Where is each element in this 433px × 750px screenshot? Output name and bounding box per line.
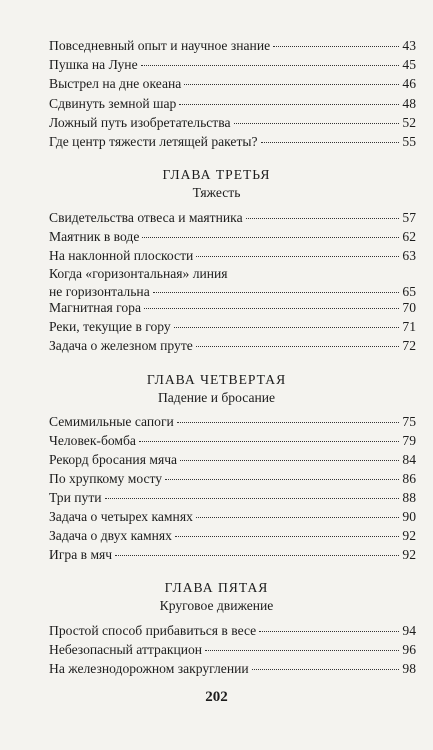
toc-entry-title: По хрупкому мосту (49, 471, 163, 486)
toc-entry-title-continued: не горизонтальна (49, 284, 150, 299)
toc-entry-page: 90 (402, 509, 416, 524)
chapter-subtitle: Тяжесть (192, 185, 241, 200)
toc-entry-title: Задача о двух камнях (49, 528, 172, 543)
toc-entry (49, 299, 416, 317)
toc-entry-title: Небезопасный аттракцион (49, 642, 203, 657)
page-number: 202 (205, 689, 228, 705)
toc-entry-title: Реки, текущие в гору (49, 319, 171, 334)
dot-leader (139, 441, 399, 442)
dot-leader (179, 104, 399, 105)
toc-entry (49, 432, 416, 450)
toc-entry-page: 84 (402, 452, 416, 467)
dot-leader (180, 460, 399, 461)
toc-entry-page: 65 (402, 284, 416, 299)
toc-entry (49, 209, 416, 227)
toc-entry (49, 75, 416, 93)
toc-entry-page: 48 (402, 96, 416, 111)
toc-entry-page: 96 (402, 642, 416, 657)
dot-leader (246, 218, 400, 219)
toc-entry-page: 98 (402, 661, 416, 676)
toc-entry-page: 71 (402, 319, 416, 334)
dot-leader (115, 555, 399, 556)
chapter-heading: ГЛАВА ПЯТАЯ (164, 580, 269, 595)
toc-entry-title: Рекорд бросания мяча (49, 452, 178, 467)
toc-entry-title: Где центр тяжести летящей ракеты? (49, 134, 258, 149)
toc-entry-title: Семимильные сапоги (49, 414, 174, 429)
toc-entry (49, 546, 416, 564)
toc-entry (49, 37, 416, 55)
toc-entry-page: 92 (402, 547, 416, 562)
toc-entry-page: 55 (402, 134, 416, 149)
dot-leader (174, 327, 400, 328)
dot-leader (144, 308, 399, 309)
toc-entry-page: 62 (402, 229, 416, 244)
toc-entry (49, 413, 416, 431)
toc-entry-page: 88 (402, 490, 416, 505)
dot-leader (273, 46, 399, 47)
toc-entry-page: 94 (402, 623, 416, 638)
toc-entry (49, 265, 416, 301)
toc-entry (49, 451, 416, 469)
toc-entry-page: 70 (402, 300, 416, 315)
chapter-heading-block (0, 371, 433, 407)
chapter-subtitle: Круговое движение (159, 598, 274, 613)
dot-leader (141, 65, 400, 66)
toc-entry (49, 622, 416, 640)
dot-leader (234, 123, 400, 124)
dot-leader (165, 479, 399, 480)
toc-entry-title: На наклонной плоскости (49, 248, 194, 263)
toc-entry-title: Маятник в воде (49, 229, 140, 244)
toc-entry-title: Игра в мяч (49, 547, 113, 562)
toc-entry (49, 318, 416, 336)
toc-entry-title: Выстрел на дне океана (49, 76, 182, 91)
toc-entry-title: Задача о железном пруте (49, 338, 193, 353)
toc-entry (49, 95, 416, 113)
dot-leader (175, 536, 399, 537)
toc-entry-page: 72 (402, 338, 416, 353)
toc-entry (49, 470, 416, 488)
dot-leader (177, 422, 400, 423)
chapter-heading: ГЛАВА ТРЕТЬЯ (162, 167, 271, 182)
toc-entry (49, 247, 416, 265)
dot-leader (196, 517, 400, 518)
dot-leader (196, 346, 400, 347)
toc-entry-page: 57 (402, 210, 416, 225)
toc-entry (49, 133, 416, 151)
dot-leader (196, 256, 399, 257)
chapter-subtitle: Падение и бросание (157, 390, 276, 405)
dot-leader (105, 498, 400, 499)
toc-entry-title: Простой способ прибавиться в весе (49, 623, 257, 638)
dot-leader (153, 292, 400, 293)
toc-entry (49, 508, 416, 526)
toc-entry-title: На железнодорожном закруглении (49, 661, 249, 676)
dot-leader (142, 237, 399, 238)
dot-leader (261, 142, 400, 143)
dot-leader (259, 631, 399, 632)
toc-entry (49, 228, 416, 246)
toc-entry-page: 79 (402, 433, 416, 448)
toc-entry (49, 56, 416, 74)
dot-leader (205, 650, 399, 651)
toc-entry (49, 489, 416, 507)
toc-entry-page: 52 (402, 115, 416, 130)
toc-entry-title: Сдвинуть земной шар (49, 96, 177, 111)
dot-leader (252, 669, 400, 670)
toc-entry-page: 92 (402, 528, 416, 543)
toc-entry-page: 43 (402, 38, 416, 53)
dot-leader (184, 84, 399, 85)
toc-entry-title: Ложный путь изобретательства (49, 115, 231, 130)
toc-entry-title: Человек-бомба (49, 433, 136, 448)
toc-entry-title: Свидетельства отвеса и маятника (49, 210, 243, 225)
toc-entry (49, 114, 416, 132)
chapter-heading-block (0, 579, 433, 615)
toc-entry-page: 75 (402, 414, 416, 429)
toc-entry-title: Магнитная гора (49, 300, 142, 315)
toc-entry-title: Повседневный опыт и научное знание (49, 38, 271, 53)
toc-entry (49, 337, 416, 355)
toc-entry-title: Когда «горизонтальная» линия (49, 266, 228, 281)
toc-entry-page: 86 (402, 471, 416, 486)
toc-entry (49, 641, 416, 659)
chapter-heading: ГЛАВА ЧЕТВЕРТАЯ (146, 372, 287, 387)
toc-entry-page: 45 (402, 57, 416, 72)
toc-entry-title: Задача о четырех камнях (49, 509, 193, 524)
toc-entry-page: 46 (402, 76, 416, 91)
toc-entry-title: Три пути (49, 490, 102, 505)
toc-entry (49, 660, 416, 678)
toc-entry (49, 527, 416, 545)
toc-entry-page: 63 (402, 248, 416, 263)
chapter-heading-block (0, 166, 433, 202)
toc-entry-title: Пушка на Луне (49, 57, 138, 72)
